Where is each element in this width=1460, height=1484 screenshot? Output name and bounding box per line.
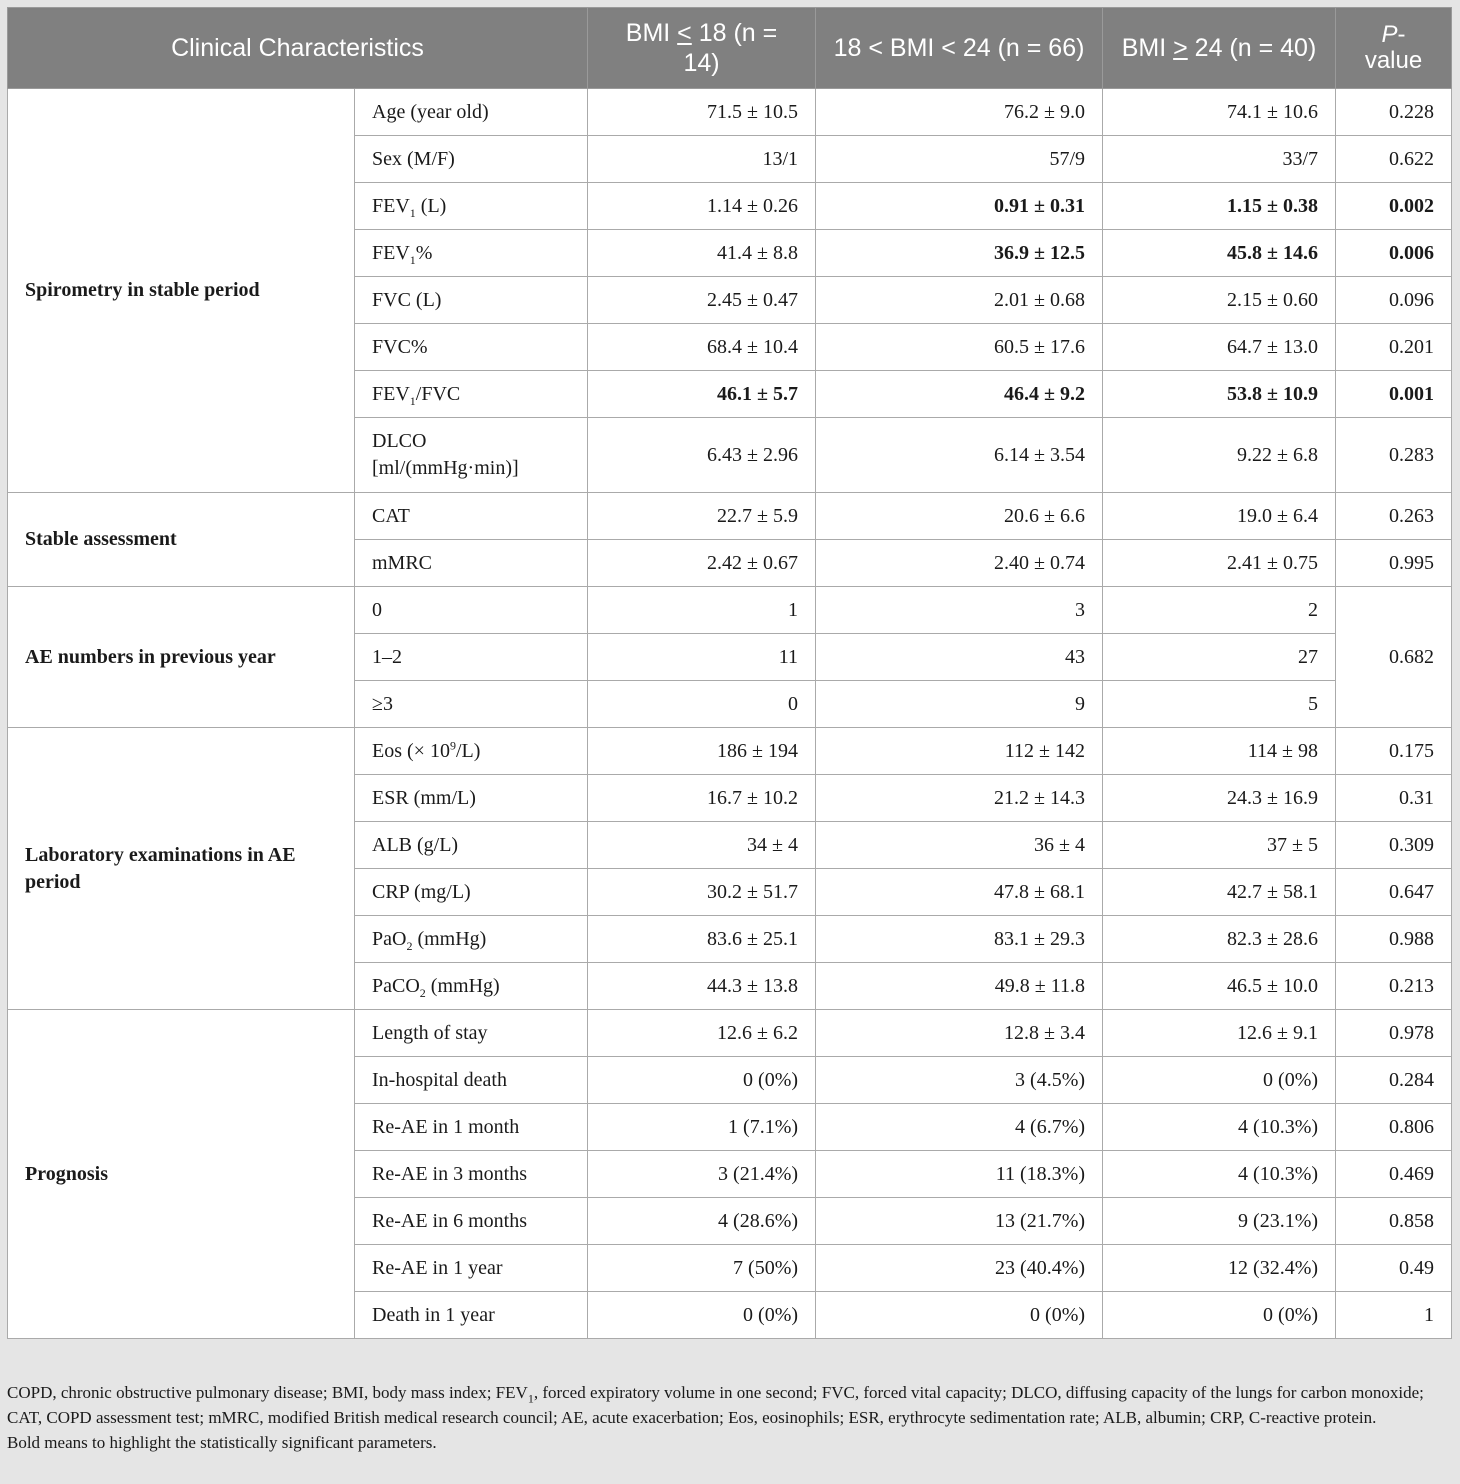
header-p-italic: P [1381,21,1398,48]
parameter-cell: 1–2 [355,634,588,681]
category-cell: Laboratory examinations in AE period [8,728,355,1010]
value-bmi-under-18: 11 [588,634,816,681]
value-bmi-18-24: 21.2 ± 14.3 [816,775,1103,822]
value-bmi-18-24: 4 (6.7%) [816,1104,1103,1151]
p-value-cell: 0.175 [1336,728,1452,775]
value-bmi-18-24: 60.5 ± 17.6 [816,324,1103,371]
p-value-cell: 0.096 [1336,277,1452,324]
parameter-text: PaCO [372,974,420,997]
value-bmi-18-24: 49.8 ± 11.8 [816,963,1103,1010]
parameter-cell: Re-AE in 3 months [355,1151,588,1198]
p-value-cell: 1 [1336,1292,1452,1339]
value-bmi-18-24: 2.40 ± 0.74 [816,540,1103,587]
clinical-characteristics-table [7,7,1452,1339]
value-bmi-over-24: 12 (32.4%) [1103,1245,1336,1292]
value-bmi-under-18: 2.45 ± 0.47 [588,277,816,324]
parameter-text-tail: /L) [455,739,481,762]
value-bmi-under-18: 46.1 ± 5.7 [588,371,816,418]
parameter-cell: 0 [355,587,588,634]
value-bmi-18-24: 3 (4.5%) [816,1057,1103,1104]
value-bmi-under-18: 41.4 ± 8.8 [588,230,816,277]
value-bmi-18-24: 112 ± 142 [816,728,1103,775]
parameter-cell: Death in 1 year [355,1292,588,1339]
parameter-text: FEV [372,241,410,264]
category-cell: Stable assessment [8,493,355,587]
parameter-text: FEV [372,382,410,405]
value-bmi-under-18: 22.7 ± 5.9 [588,493,816,540]
value-bmi-over-24: 4 (10.3%) [1103,1151,1336,1198]
p-value-cell: 0.228 [1336,89,1452,136]
parameter-subscript: 1 [409,252,416,267]
table-body [8,89,1452,1339]
p-value-cell: 0.995 [1336,540,1452,587]
value-bmi-over-24: 45.8 ± 14.6 [1103,230,1336,277]
value-bmi-over-24: 0 (0%) [1103,1292,1336,1339]
value-bmi-over-24: 42.7 ± 58.1 [1103,869,1336,916]
parameter-text: Eos (× 10 [372,739,450,762]
value-bmi-under-18: 71.5 ± 10.5 [588,89,816,136]
header-bmi-under-18 [588,8,816,89]
value-bmi-over-24: 9 (23.1%) [1103,1198,1336,1245]
header-bmi-over-24-text: BMI > 24 (n = 40) [1121,34,1317,62]
header-bmi-under-18-text: BMI < 18 (n = 14) [625,19,778,77]
p-value-cell: 0.622 [1336,136,1452,183]
value-bmi-over-24: 4 (10.3%) [1103,1104,1336,1151]
value-bmi-under-18: 34 ± 4 [588,822,816,869]
value-bmi-over-24: 2.15 ± 0.60 [1103,277,1336,324]
value-bmi-18-24: 0.91 ± 0.31 [816,183,1103,230]
parameter-cell: DLCO [ml/(mmHg·min)] [355,418,588,493]
value-bmi-18-24: 3 [816,587,1103,634]
value-bmi-under-18: 13/1 [588,136,816,183]
table-row [8,728,1452,775]
value-bmi-18-24: 6.14 ± 3.54 [816,418,1103,493]
parameter-cell [355,183,588,230]
comparison-sign: < [677,19,692,47]
parameter-cell [355,371,588,418]
header-bmi-over-24 [1103,8,1336,89]
parameter-cell: FVC (L) [355,277,588,324]
table-row [8,587,1452,634]
p-value-cell: 0.988 [1336,916,1452,963]
value-bmi-under-18: 0 (0%) [588,1292,816,1339]
value-bmi-under-18: 16.7 ± 10.2 [588,775,816,822]
p-value-cell: 0.978 [1336,1010,1452,1057]
value-bmi-18-24: 36.9 ± 12.5 [816,230,1103,277]
value-bmi-under-18: 0 (0%) [588,1057,816,1104]
parameter-cell: Re-AE in 6 months [355,1198,588,1245]
value-bmi-18-24: 2.01 ± 0.68 [816,277,1103,324]
table-row [8,89,1452,136]
parameter-cell: Re-AE in 1 month [355,1104,588,1151]
header-p-rest: - value [1364,21,1423,74]
value-bmi-under-18: 83.6 ± 25.1 [588,916,816,963]
value-bmi-18-24: 46.4 ± 9.2 [816,371,1103,418]
parameter-cell [355,728,588,775]
value-bmi-over-24: 0 (0%) [1103,1057,1336,1104]
p-value-cell: 0.006 [1336,230,1452,277]
category-cell: AE numbers in previous year [8,587,355,728]
value-bmi-under-18: 1.14 ± 0.26 [588,183,816,230]
value-bmi-under-18: 7 (50%) [588,1245,816,1292]
value-bmi-under-18: 186 ± 194 [588,728,816,775]
p-value-cell: 0.858 [1336,1198,1452,1245]
parameter-cell: FVC% [355,324,588,371]
value-bmi-over-24: 12.6 ± 9.1 [1103,1010,1336,1057]
value-bmi-under-18: 1 [588,587,816,634]
header-p-value [1336,8,1452,89]
p-value-cell: 0.806 [1336,1104,1452,1151]
value-bmi-under-18: 1 (7.1%) [588,1104,816,1151]
footnote-abbreviations [7,1380,1451,1430]
table-row [8,493,1452,540]
value-bmi-under-18: 3 (21.4%) [588,1151,816,1198]
p-value-cell: 0.213 [1336,963,1452,1010]
value-bmi-18-24: 43 [816,634,1103,681]
parameter-cell: Re-AE in 1 year [355,1245,588,1292]
p-value-cell: 0.309 [1336,822,1452,869]
parameter-cell: CAT [355,493,588,540]
value-bmi-over-24: 46.5 ± 10.0 [1103,963,1336,1010]
parameter-text: FEV [372,194,410,217]
value-bmi-18-24: 83.1 ± 29.3 [816,916,1103,963]
value-bmi-18-24: 13 (21.7%) [816,1198,1103,1245]
value-bmi-under-18: 4 (28.6%) [588,1198,816,1245]
value-bmi-18-24: 36 ± 4 [816,822,1103,869]
value-bmi-18-24: 57/9 [816,136,1103,183]
footnote-bold-note: Bold means to highlight the statistically significant parameters. [7,1433,437,1452]
parameter-cell: Length of stay [355,1010,588,1057]
parameter-text-tail: /FVC [415,382,461,405]
value-bmi-over-24: 27 [1103,634,1336,681]
parameter-cell: mMRC [355,540,588,587]
value-bmi-under-18: 0 [588,681,816,728]
category-cell: Prognosis [8,1010,355,1339]
value-bmi-18-24: 11 (18.3%) [816,1151,1103,1198]
footnote-abbrev-sub: 1 [527,1391,534,1406]
value-bmi-over-24: 9.22 ± 6.8 [1103,418,1336,493]
parameter-cell [355,963,588,1010]
value-bmi-over-24: 24.3 ± 16.9 [1103,775,1336,822]
parameter-cell: ≥3 [355,681,588,728]
header-clinical-characteristics: Clinical Characteristics [8,8,588,89]
value-bmi-over-24: 37 ± 5 [1103,822,1336,869]
parameter-cell: ALB (g/L) [355,822,588,869]
p-value-cell: 0.001 [1336,371,1452,418]
footnote-abbrev-part2: , forced expiratory volume in one second; FVC, forced vital capacity; DLCO, diffusing capacity of the lungs for carbon monoxide; CAT, COPD assessment test; mMRC, modified British medical research council; AE, acute exacerbation; Eos, eosinophils; ESR, erythrocyte sedimentation rate; ALB, albumin; CRP, C-reactive protein. [7,1383,1424,1427]
value-bmi-over-24: 2 [1103,587,1336,634]
parameter-cell [355,230,588,277]
parameter-subscript: 2 [406,938,413,953]
parameter-subscript: 1 [409,205,416,220]
value-bmi-over-24: 64.7 ± 13.0 [1103,324,1336,371]
value-bmi-over-24: 74.1 ± 10.6 [1103,89,1336,136]
table-footnote [7,1380,1451,1455]
parameter-subscript: 2 [419,985,426,1000]
value-bmi-under-18: 6.43 ± 2.96 [588,418,816,493]
p-value-cell: 0.647 [1336,869,1452,916]
value-bmi-18-24: 76.2 ± 9.0 [816,89,1103,136]
p-value-cell: 0.263 [1336,493,1452,540]
value-bmi-under-18: 68.4 ± 10.4 [588,324,816,371]
p-value-cell: 0.49 [1336,1245,1452,1292]
footnote-abbrev-part1: COPD, chronic obstructive pulmonary disease; BMI, body mass index; FEV [7,1383,528,1402]
parameter-text-tail: (L) [415,194,447,217]
parameter-cell: CRP (mg/L) [355,869,588,916]
value-bmi-18-24: 12.8 ± 3.4 [816,1010,1103,1057]
table-row [8,1010,1452,1057]
p-value-cell: 0.284 [1336,1057,1452,1104]
parameter-text: PaO [372,927,407,950]
p-value-cell: 0.469 [1336,1151,1452,1198]
value-bmi-over-24: 53.8 ± 10.9 [1103,371,1336,418]
value-bmi-over-24: 1.15 ± 0.38 [1103,183,1336,230]
value-bmi-over-24: 2.41 ± 0.75 [1103,540,1336,587]
value-bmi-under-18: 44.3 ± 13.8 [588,963,816,1010]
value-bmi-18-24: 20.6 ± 6.6 [816,493,1103,540]
parameter-cell: Age (year old) [355,89,588,136]
value-bmi-over-24: 19.0 ± 6.4 [1103,493,1336,540]
value-bmi-18-24: 9 [816,681,1103,728]
parameter-text-tail: (mmHg) [425,974,500,997]
p-value-cell: 0.31 [1336,775,1452,822]
parameter-text-tail: (mmHg) [412,927,487,950]
parameter-cell: ESR (mm/L) [355,775,588,822]
parameter-cell [355,916,588,963]
p-value-cell: 0.201 [1336,324,1452,371]
value-bmi-under-18: 30.2 ± 51.7 [588,869,816,916]
p-value-cell: 0.682 [1336,587,1452,728]
value-bmi-over-24: 114 ± 98 [1103,728,1336,775]
category-cell: Spirometry in stable period [8,89,355,493]
p-value-cell: 0.283 [1336,418,1452,493]
p-value-cell: 0.002 [1336,183,1452,230]
parameter-text-tail: % [415,241,433,264]
value-bmi-under-18: 12.6 ± 6.2 [588,1010,816,1057]
header-bmi-18-24: 18 < BMI < 24 (n = 66) [816,8,1103,89]
comparison-sign: > [1173,34,1188,62]
value-bmi-18-24: 47.8 ± 68.1 [816,869,1103,916]
value-bmi-over-24: 82.3 ± 28.6 [1103,916,1336,963]
value-bmi-over-24: 33/7 [1103,136,1336,183]
value-bmi-over-24: 5 [1103,681,1336,728]
parameter-cell: In-hospital death [355,1057,588,1104]
parameter-superscript: 9 [449,737,456,752]
parameter-cell: Sex (M/F) [355,136,588,183]
value-bmi-18-24: 0 (0%) [816,1292,1103,1339]
parameter-subscript: 1 [409,393,416,408]
value-bmi-18-24: 23 (40.4%) [816,1245,1103,1292]
value-bmi-under-18: 2.42 ± 0.67 [588,540,816,587]
table-header-row [8,8,1452,89]
